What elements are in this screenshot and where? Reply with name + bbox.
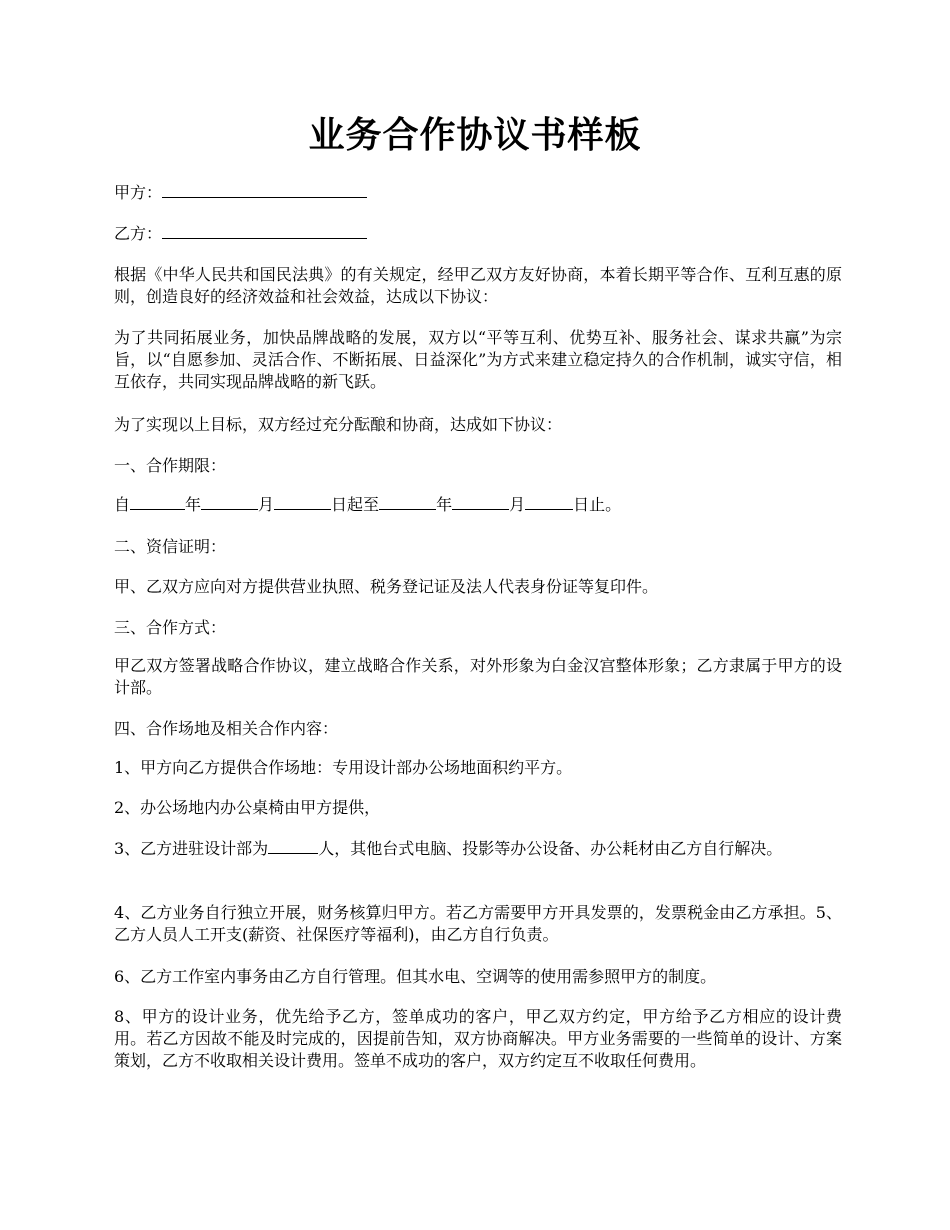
party-b-label: 乙方： (114, 224, 163, 243)
party-a-label: 甲方： (114, 183, 163, 202)
party-a-blank[interactable] (162, 181, 367, 198)
section-2-text: 甲、乙双方应向对方提供营业执照、税务登记证及法人代表身份证等复印件。 (114, 577, 659, 596)
term-year-1: 年 (185, 495, 202, 514)
item-4-5: 4、乙方业务自行独立开展，财务核算归甲方。若乙方需要甲方开具发票的，发票税金由乙方承担。5、乙方人员人工开支(薪资、社保医疗等福利)，由乙方自行负责。 (114, 903, 842, 944)
section-3-heading: 三、合作方式： (114, 618, 227, 637)
section-4-heading: 四、合作场地及相关合作内容： (114, 719, 339, 738)
intro-paragraph: 为了实现以上目标，双方经过充分酝酿和协商，达成如下协议： (114, 415, 563, 434)
item-1: 1、甲方向乙方提供合作场地：专用设计部办公场地面积约平方。 (114, 758, 573, 777)
start-year-blank[interactable] (130, 494, 185, 510)
start-month-blank[interactable] (201, 494, 258, 510)
document-title: 业务合作协议书样板 (308, 114, 642, 156)
headcount-blank[interactable] (268, 838, 318, 854)
party-a-line (114, 181, 842, 204)
end-day-blank[interactable] (525, 494, 573, 510)
term-from: 自 (114, 495, 131, 514)
term-month-1: 月 (258, 495, 275, 514)
term-day-end: 日止。 (573, 495, 622, 514)
party-b-line (114, 222, 842, 245)
start-day-blank[interactable] (274, 494, 331, 510)
term-line (114, 494, 842, 516)
section-3-text: 甲乙双方签署战略合作协议，建立战略合作关系，对外形象为白金汉宫整体形象；乙方隶属于甲方的设计部。 (114, 656, 842, 697)
purpose-paragraph: 为了共同拓展业务，加快品牌战略的发展，双方以“平等互利、优势互补、服务社会、谋求共赢”为宗旨，以“自愿参加、灵活合作、不断拓展、日益深化”为方式来建立稳定持久的合作机制，诚实守信，相互依存，共同实现品牌战略的新飞跃。 (114, 328, 842, 391)
item-8: 8、甲方的设计业务，优先给予乙方，签单成功的客户，甲乙双方约定，甲方给予乙方相应的设计费用。若乙方因故不能及时完成的，因提前告知，双方协商解决。甲方业务需要的一些简单的设计、方案策划，乙方不收取相关设计费用。签单不成功的客户，双方约定互不收取任何费用。 (114, 1007, 842, 1070)
section-1-heading: 一、合作期限： (114, 456, 227, 475)
preamble-paragraph: 根据《中华人民共和国民法典》的有关规定，经甲乙双方友好协商，本着长期平等合作、互利互惠的原则，创造良好的经济效益和社会效益，达成以下协议： (114, 265, 842, 306)
item-2: 2、办公场地内办公桌椅由甲方提供， (114, 798, 381, 817)
item-6: 6、乙方工作室内事务由乙方自行管理。但其水电、空调等的使用需参照甲方的制度。 (114, 967, 717, 986)
end-month-blank[interactable] (452, 494, 509, 510)
end-year-blank[interactable] (379, 494, 436, 510)
term-year-2: 年 (436, 495, 453, 514)
section-2-heading: 二、资信证明： (114, 537, 227, 556)
party-b-blank[interactable] (162, 222, 367, 239)
term-day-start: 日起至 (331, 495, 380, 514)
term-month-2: 月 (509, 495, 526, 514)
item-3 (114, 838, 842, 860)
item-3-suffix: 人，其他台式电脑、投影等办公设备、办公耗材由乙方自行解决。 (318, 839, 783, 858)
item-3-prefix: 3、乙方进驻设计部为 (114, 839, 269, 858)
